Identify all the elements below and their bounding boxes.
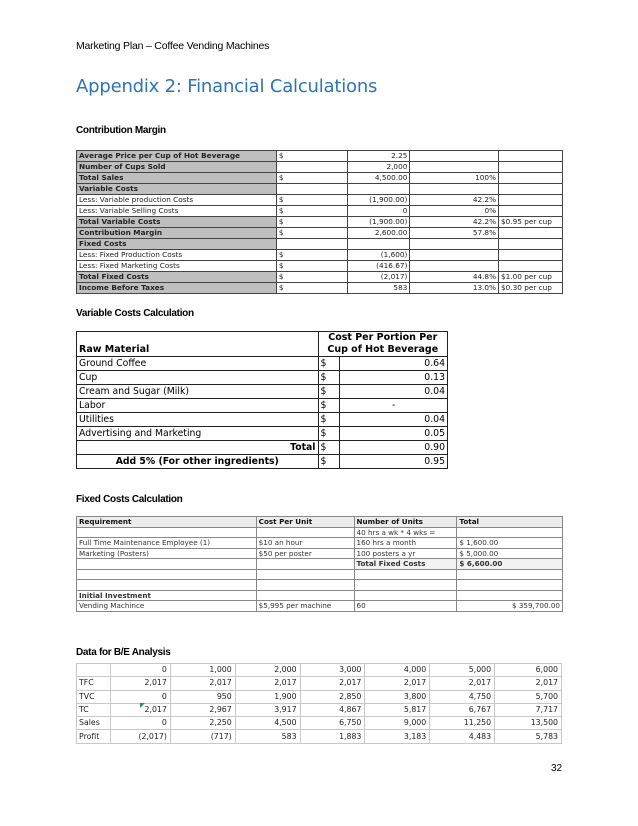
per-cup xyxy=(499,228,563,239)
currency-symbol: $ xyxy=(276,261,348,272)
cost-value: 0.13 xyxy=(340,371,448,385)
raw-material: Advertising and Marketing xyxy=(77,427,319,441)
cost-per-unit xyxy=(256,569,354,580)
table-row xyxy=(77,717,562,730)
item-label: Fixed Costs xyxy=(77,239,277,250)
requirement xyxy=(77,569,257,580)
value-cell: 9,000 xyxy=(365,717,430,730)
item-label: Total Sales xyxy=(77,173,277,184)
item-label: Less: Fixed Marketing Costs xyxy=(77,261,277,272)
table-row xyxy=(77,538,563,549)
value-cell: 3,917 xyxy=(235,703,300,716)
value-cell: 0 xyxy=(110,717,170,730)
percent xyxy=(410,184,499,195)
value-cell: 7,717 xyxy=(495,703,562,716)
item-label: Less: Variable production Costs xyxy=(77,195,277,206)
number-of-units: 100 posters a yr xyxy=(354,548,457,559)
value-cell: 2,850 xyxy=(300,690,365,703)
table-row xyxy=(77,239,563,250)
table-row xyxy=(77,730,562,743)
number-of-units xyxy=(354,569,457,580)
value-cell: 2,017 xyxy=(300,677,365,690)
amount: (416.67) xyxy=(348,261,410,272)
page-title: Appendix 2: Financial Calculations xyxy=(76,76,378,97)
amount: 4,500.00 xyxy=(348,173,410,184)
total xyxy=(457,569,563,580)
amount: (1,900.00) xyxy=(348,217,410,228)
item-label: Income Before Taxes xyxy=(77,283,277,294)
table-row xyxy=(77,664,562,677)
cost-value: 0.64 xyxy=(340,357,448,371)
col-cost-per-portion: Cost Per Portion Per Cup of Hot Beverage xyxy=(318,332,448,357)
error-indicator-icon xyxy=(140,703,145,708)
cost-per-unit: $10 an hour xyxy=(256,538,354,549)
total: $ 1,600.00 xyxy=(457,538,563,549)
total: $ 6,600.00 xyxy=(457,559,563,570)
value-cell: (717) xyxy=(170,730,235,743)
row-label xyxy=(77,664,111,677)
row-label: TVC xyxy=(77,690,111,703)
section-be-analysis: Data for B/E Analysis xyxy=(76,647,171,658)
value-cell: 11,250 xyxy=(430,717,495,730)
amount: (1,900.00) xyxy=(348,195,410,206)
per-cup xyxy=(499,184,563,195)
value-cell: 583 xyxy=(235,730,300,743)
section-contribution-margin: Contribution Margin xyxy=(76,125,166,136)
value-cell: 2,000 xyxy=(235,664,300,677)
table-row xyxy=(77,261,563,272)
fixed-costs-table xyxy=(76,516,563,612)
table-row xyxy=(77,601,563,612)
cost-value: - xyxy=(340,399,448,413)
table-row xyxy=(77,413,448,427)
section-fixed-costs: Fixed Costs Calculation xyxy=(76,494,183,505)
value-cell: 6,000 xyxy=(495,664,562,677)
item-label: Less: Variable Selling Costs xyxy=(77,206,277,217)
currency-symbol: $ xyxy=(276,195,348,206)
cost-per-unit: $5,995 per machine xyxy=(256,601,354,612)
value-cell: 3,800 xyxy=(365,690,430,703)
table-row xyxy=(77,569,563,580)
table-row xyxy=(77,527,563,538)
add-sym: $ xyxy=(318,455,340,469)
table-row xyxy=(77,228,563,239)
item-label: Less: Fixed Production Costs xyxy=(77,250,277,261)
table-row xyxy=(77,590,563,601)
currency-symbol: $ xyxy=(276,206,348,217)
value-cell: 2,017 xyxy=(235,677,300,690)
total: $ 5,000.00 xyxy=(457,548,563,559)
table-row xyxy=(77,371,448,385)
requirement: Full Time Maintenance Employee (1) xyxy=(77,538,257,549)
variable-costs-table xyxy=(76,331,448,469)
cost-value: 0.04 xyxy=(340,413,448,427)
currency-symbol: $ xyxy=(318,385,340,399)
table-row xyxy=(77,559,563,570)
per-cup xyxy=(499,261,563,272)
amount xyxy=(348,239,410,250)
cost-value: 0.05 xyxy=(340,427,448,441)
value-cell: 3,000 xyxy=(300,664,365,677)
amount: 2,600.00 xyxy=(348,228,410,239)
add-value: 0.95 xyxy=(340,455,448,469)
value-cell: 4,750 xyxy=(430,690,495,703)
table-row xyxy=(77,151,563,162)
table-row xyxy=(77,385,448,399)
percent xyxy=(410,239,499,250)
column-header: Total xyxy=(457,517,563,528)
percent: 0% xyxy=(410,206,499,217)
value-cell: 2,017 xyxy=(170,677,235,690)
currency-symbol xyxy=(276,184,348,195)
add-5pct-label: Add 5% (For other ingredients) xyxy=(77,455,319,469)
contribution-margin-table xyxy=(76,150,563,294)
value-cell: 950 xyxy=(170,690,235,703)
value-cell: 2,967 xyxy=(170,703,235,716)
currency-symbol: $ xyxy=(318,413,340,427)
currency-symbol xyxy=(276,162,348,173)
number-of-units xyxy=(354,580,457,591)
table-row xyxy=(77,250,563,261)
value-cell: 3,183 xyxy=(365,730,430,743)
table-row xyxy=(77,703,562,716)
per-cup xyxy=(499,173,563,184)
total-sym: $ xyxy=(318,441,340,455)
total-label: Total xyxy=(77,441,319,455)
cost-per-unit xyxy=(256,559,354,570)
row-label: TC xyxy=(77,703,111,716)
value-cell: 2,017 xyxy=(430,677,495,690)
value-cell: 4,000 xyxy=(365,664,430,677)
value-cell: 0 xyxy=(110,690,170,703)
value-cell: 1,883 xyxy=(300,730,365,743)
table-row xyxy=(77,357,448,371)
per-cup: $0.95 per cup xyxy=(499,217,563,228)
column-header: Number of Units xyxy=(354,517,457,528)
per-cup xyxy=(499,162,563,173)
column-header: Cost Per Unit xyxy=(256,517,354,528)
percent xyxy=(410,162,499,173)
cost-per-unit: $50 per poster xyxy=(256,548,354,559)
percent xyxy=(410,261,499,272)
total: $ 359,700.00 xyxy=(457,601,563,612)
table-header-row xyxy=(77,517,563,528)
table-row xyxy=(77,217,563,228)
currency-symbol: $ xyxy=(318,427,340,441)
currency-symbol: $ xyxy=(318,357,340,371)
table-row xyxy=(77,677,562,690)
percent: 57.8% xyxy=(410,228,499,239)
item-label: Number of Cups Sold xyxy=(77,162,277,173)
value-cell: 2,017 xyxy=(110,677,170,690)
amount: 0 xyxy=(348,206,410,217)
percent xyxy=(410,151,499,162)
row-label: TFC xyxy=(77,677,111,690)
item-label: Variable Costs xyxy=(77,184,277,195)
per-cup: $0.30 per cup xyxy=(499,283,563,294)
item-label: Total Variable Costs xyxy=(77,217,277,228)
number-of-units: Total Fixed Costs xyxy=(354,559,457,570)
value-cell: 4,500 xyxy=(235,717,300,730)
currency-symbol: $ xyxy=(276,250,348,261)
row-label: Sales xyxy=(77,717,111,730)
requirement xyxy=(77,580,257,591)
page-number: 32 xyxy=(551,763,563,774)
percent xyxy=(410,250,499,261)
section-variable-costs: Variable Costs Calculation xyxy=(76,308,194,319)
value-cell: 5,000 xyxy=(430,664,495,677)
currency-symbol: $ xyxy=(276,173,348,184)
requirement: Marketing (Posters) xyxy=(77,548,257,559)
table-row xyxy=(77,427,448,441)
currency-symbol: $ xyxy=(276,228,348,239)
per-cup xyxy=(499,195,563,206)
currency-symbol xyxy=(276,239,348,250)
running-header: Marketing Plan – Coffee Vending Machines xyxy=(76,40,270,52)
table-row xyxy=(77,283,563,294)
item-label: Average Price per Cup of Hot Beverage xyxy=(77,151,277,162)
table-row xyxy=(77,548,563,559)
value-cell: 4,867 xyxy=(300,703,365,716)
item-label: Total Fixed Costs xyxy=(77,272,277,283)
amount: 2.25 xyxy=(348,151,410,162)
raw-material: Labor xyxy=(77,399,319,413)
per-cup xyxy=(499,206,563,217)
value-cell: 4,483 xyxy=(430,730,495,743)
total xyxy=(457,527,563,538)
requirement xyxy=(77,527,257,538)
value-cell: 2,017 xyxy=(495,677,562,690)
currency-symbol: $ xyxy=(276,217,348,228)
currency-symbol: $ xyxy=(276,272,348,283)
percent: 42.2% xyxy=(410,195,499,206)
col-raw-material: Raw Material xyxy=(77,332,319,357)
amount: 2,000 xyxy=(348,162,410,173)
number-of-units xyxy=(354,590,457,601)
value-cell: 2,017 xyxy=(365,677,430,690)
number-of-units: 60 xyxy=(354,601,457,612)
per-cup xyxy=(499,239,563,250)
cost-value: 0.04 xyxy=(340,385,448,399)
raw-material: Cup xyxy=(77,371,319,385)
cost-per-unit xyxy=(256,580,354,591)
percent: 42.2% xyxy=(410,217,499,228)
be-analysis-table xyxy=(76,663,562,744)
per-cup xyxy=(499,151,563,162)
value-cell: 5,700 xyxy=(495,690,562,703)
table-row xyxy=(77,580,563,591)
table-row xyxy=(77,195,563,206)
value-cell: 13,500 xyxy=(495,717,562,730)
table-row xyxy=(77,272,563,283)
raw-material: Cream and Sugar (Milk) xyxy=(77,385,319,399)
currency-symbol: $ xyxy=(318,399,340,413)
percent: 100% xyxy=(410,173,499,184)
value-cell: 1,900 xyxy=(235,690,300,703)
total xyxy=(457,590,563,601)
amount: 583 xyxy=(348,283,410,294)
amount: (2,017) xyxy=(348,272,410,283)
number-of-units: 40 hrs a wk * 4 wks = xyxy=(354,527,457,538)
currency-symbol: $ xyxy=(276,283,348,294)
table-row xyxy=(77,184,563,195)
value-cell: 6,767 xyxy=(430,703,495,716)
value-cell: (2,017) xyxy=(110,730,170,743)
amount: (1,600) xyxy=(348,250,410,261)
raw-material: Utilities xyxy=(77,413,319,427)
per-cup xyxy=(499,250,563,261)
percent: 13.0% xyxy=(410,283,499,294)
cost-per-unit xyxy=(256,527,354,538)
currency-symbol: $ xyxy=(318,371,340,385)
value-cell: 2,017 xyxy=(110,703,170,716)
value-cell: 5,817 xyxy=(365,703,430,716)
requirement xyxy=(77,559,257,570)
value-cell: 6,750 xyxy=(300,717,365,730)
item-label: Contribution Margin xyxy=(77,228,277,239)
requirement: Vending Machince xyxy=(77,601,257,612)
table-row xyxy=(77,162,563,173)
total-value: 0.90 xyxy=(340,441,448,455)
currency-symbol: $ xyxy=(276,151,348,162)
total xyxy=(457,580,563,591)
value-cell: 0 xyxy=(110,664,170,677)
percent: 44.8% xyxy=(410,272,499,283)
requirement: Initial Investment xyxy=(77,590,257,601)
cost-per-unit xyxy=(256,590,354,601)
table-row xyxy=(77,690,562,703)
value-cell: 2,250 xyxy=(170,717,235,730)
table-row xyxy=(77,206,563,217)
raw-material: Ground Coffee xyxy=(77,357,319,371)
row-label: Profit xyxy=(77,730,111,743)
number-of-units: 160 hrs a month xyxy=(354,538,457,549)
value-cell: 1,000 xyxy=(170,664,235,677)
table-row xyxy=(77,173,563,184)
value-cell: 5,783 xyxy=(495,730,562,743)
column-header: Requirement xyxy=(77,517,257,528)
per-cup: $1.00 per cup xyxy=(499,272,563,283)
amount xyxy=(348,184,410,195)
table-row xyxy=(77,399,448,413)
